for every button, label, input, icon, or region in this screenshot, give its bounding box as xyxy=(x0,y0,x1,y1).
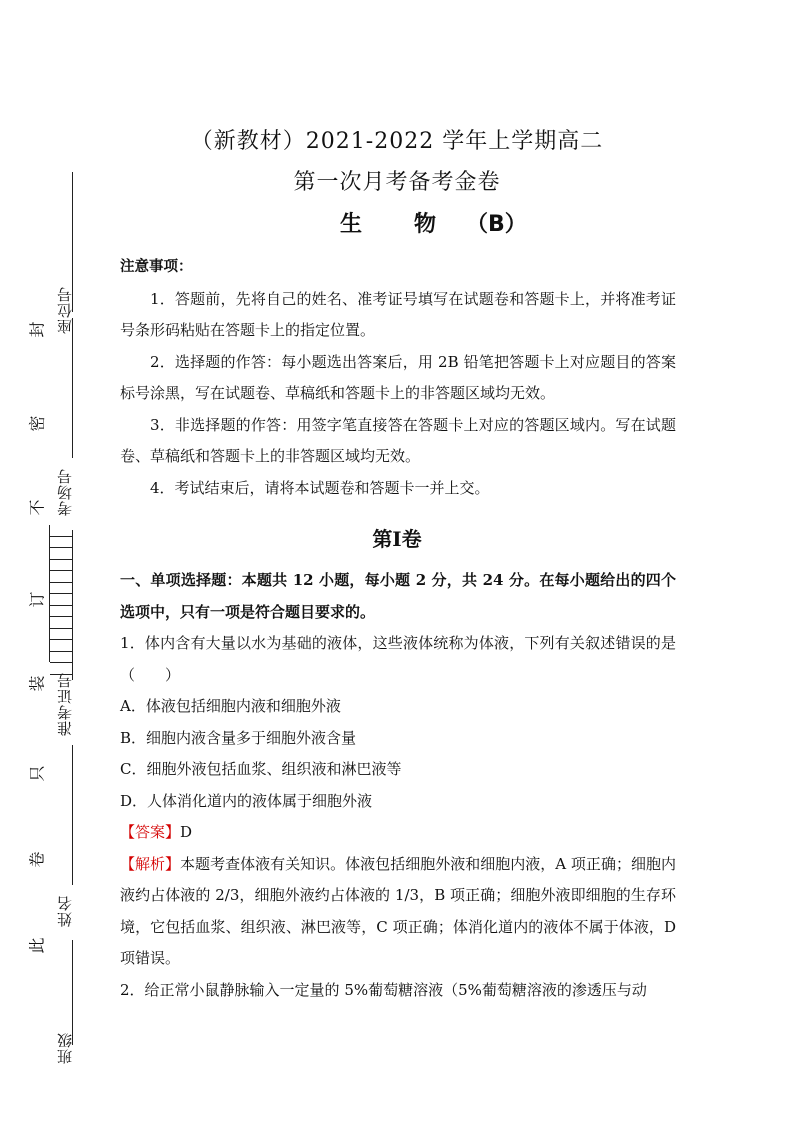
exam-room-label: 考场号 xyxy=(56,468,74,516)
question-1-option-a: A．体液包括细胞内液和细胞外液 xyxy=(120,697,341,715)
analysis-text: 本题考查体液有关知识。体液包括细胞外液和细胞内液，A 项正确；细胞内液约占体液的 2/3，细胞外液约占体液的 1/3，B 项正确；细胞外液即细胞的生存环境，它包括血浆、组织液、淋巴液等，C 项正确；体消化道内的液体不属于体液，D 项错误。 xyxy=(120,854,676,967)
notice-item: 2．选择题的作答：每小题选出答案后，用 2B 铅笔把答题卡上对应题目的答案标号涂黑，写在试题卷、草稿纸和答题卡上的非答题区域均无效。 xyxy=(120,352,676,402)
seal-char: 不 xyxy=(27,499,47,516)
notice-item: 1．答题前，先将自己的姓名、准考证号填写在试题卷和答题卡上，并将准考证号条形码粘贴在答题卡上的指定位置。 xyxy=(120,289,676,339)
margin-line xyxy=(72,940,73,1045)
exam-subtitle: 第一次月考备考金卷 xyxy=(293,170,501,195)
subject-char: 生 xyxy=(340,212,363,237)
analysis-label: 【解析】 xyxy=(120,854,181,873)
question-2-stem: 2．给正常小鼠静脉输入一定量的 5%葡萄糖溶液（5%葡萄糖溶液的渗透压与动 xyxy=(120,980,647,999)
notice-heading: 注意事项： xyxy=(120,259,193,275)
section-instruction: 一、单项选择题：本题共 12 小题，每小题 2 分，共 24 分。在每小题给出的四个选项中，只有一项是符合题目要求的。 xyxy=(120,571,676,621)
subject-version: （B） xyxy=(466,212,527,237)
seal-char: 此 xyxy=(27,937,47,954)
exam-id-label: 准考证号 xyxy=(56,672,74,736)
question-1-analysis xyxy=(120,849,676,975)
exam-title: （新教材）2021-2022 学年上学期高二 xyxy=(190,129,604,154)
subject-title xyxy=(340,207,527,238)
seal-char: 订 xyxy=(27,591,47,608)
subject-char: 物 xyxy=(414,212,437,237)
notice-item: 3．非选择题的作答：用签字笔直接答在答题卡上对应的答题区域内。写在试题卷、草稿纸和答题卡上的非答题区域均无效。 xyxy=(120,415,676,465)
seal-char: 卷 xyxy=(27,851,47,868)
question-1-option-c: C．细胞外液包括血浆、组织液和淋巴液等 xyxy=(120,760,402,778)
section-title: 第Ⅰ卷 xyxy=(372,527,422,551)
seal-char: 封 xyxy=(27,321,47,338)
name-label: 姓名 xyxy=(56,895,74,927)
question-1-option-b: B．细胞内液含量多于细胞外液含量 xyxy=(120,728,357,747)
answer-label: 【答案】 xyxy=(120,823,181,841)
notice-item: 4．考试结束后，请将本试题卷和答题卡一并上交。 xyxy=(150,478,490,497)
seal-char: 装 xyxy=(27,675,47,692)
class-label: 班级 xyxy=(56,1032,74,1064)
question-1-stem: 1．体内含有大量以水为基础的液体，这些液体统称为体液，下列有关叙述错误的是（ ） xyxy=(120,634,676,684)
answer-value: D xyxy=(180,823,193,841)
seal-char: 密 xyxy=(27,415,47,432)
question-1-option-d: D．人体消化道内的液体属于细胞外液 xyxy=(120,791,373,810)
seat-number-label: 座位号 xyxy=(56,286,74,334)
margin-line xyxy=(72,745,73,885)
margin-line xyxy=(72,318,73,458)
question-1-answer xyxy=(120,817,676,849)
margin-line xyxy=(72,530,73,680)
seal-char: 只 xyxy=(27,765,47,782)
questions-block xyxy=(120,565,676,1006)
notice-block xyxy=(120,252,676,504)
